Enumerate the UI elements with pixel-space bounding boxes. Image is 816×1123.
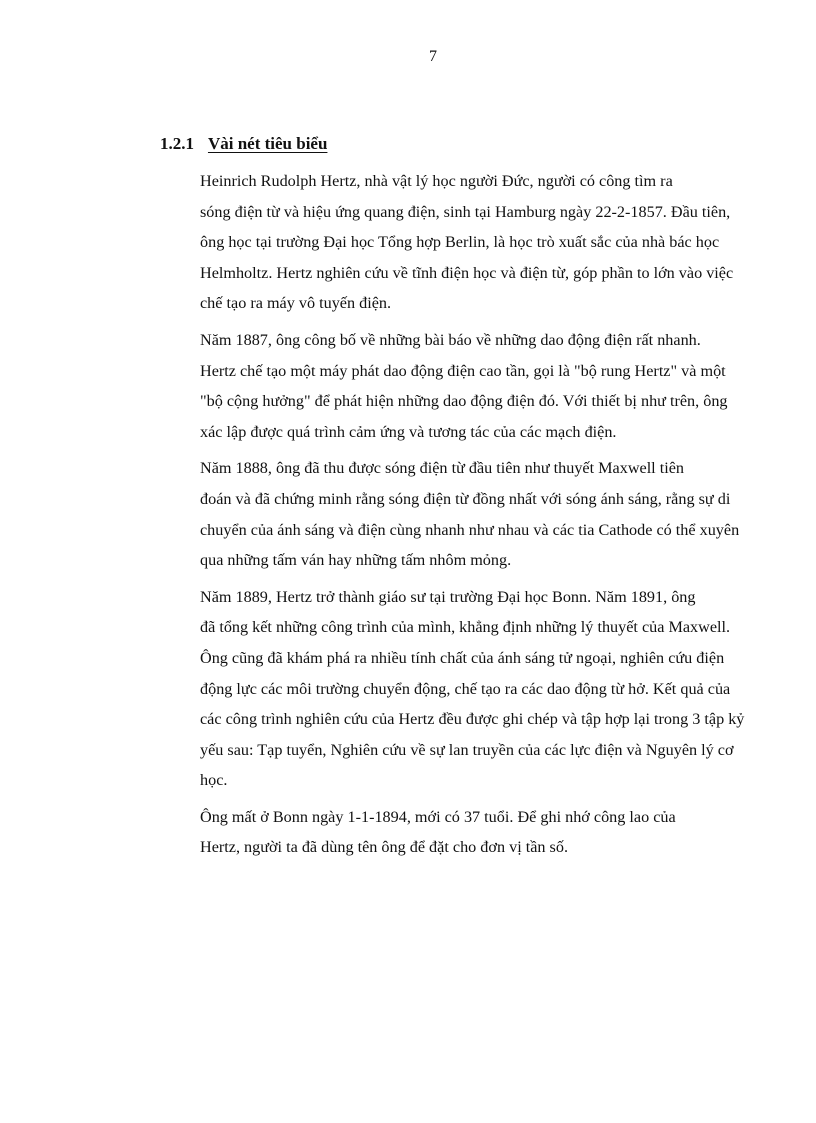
text-line: Helmholtz. Hertz nghiên cứu về tĩnh điện học và điện từ, góp phần to lớn vào việc (200, 263, 734, 282)
paragraph-death (160, 802, 712, 863)
text-line: đoán và đã chứng minh rằng sóng điện từ đồng nhất với sóng ánh sáng, rằng sự di (200, 489, 731, 508)
page-number: 7 (429, 48, 437, 65)
text-line: "bộ cộng hưởng" để phát hiện những dao động điện đó. Với thiết bị như trên, ông (200, 392, 728, 411)
paragraph-hertz-bio (160, 166, 734, 319)
text-line: qua những tấm ván hay những tấm nhôm mỏng. (200, 551, 512, 570)
text-line: động lực các môi trường chuyển động, chế tạo ra các dao động từ hở. Kết quả của (200, 679, 731, 698)
text-line: Hertz chế tạo một máy phát dao động điện cao tần, gọi là "bộ rung Hertz" và một (200, 361, 726, 380)
text-line: các công trình nghiên cứu của Hertz đều được ghi chép và tập hợp lại trong 3 tập kỷ (200, 710, 745, 729)
text-line: yếu sau: Tạp tuyển, Nghiên cứu về sự lan truyền của các lực điện và Nguyên lý cơ (200, 740, 734, 759)
section-title: Vài nét tiêu biểu (207, 134, 328, 153)
text-line: học. (200, 771, 228, 790)
text-line: Ông cũng đã khám phá ra nhiều tính chất của ánh sáng tử ngoại, nghiên cứu điện (200, 648, 725, 667)
text-line: chuyển của ánh sáng và điện cùng nhanh như nhau và các tia Cathode có thể xuyên (200, 520, 740, 539)
text-line: Năm 1888, ông đã thu được sóng điện từ đầu tiên như thuyết Maxwell tiên (200, 459, 685, 478)
paragraph-1888 (160, 453, 740, 575)
text-line: xác lập được quá trình cảm ứng và tương tác của các mạch điện. (200, 422, 617, 441)
section-number: 1.2.1 (160, 134, 194, 153)
text-line: Năm 1887, ông công bố về những bài báo về những dao động điện rất nhanh. (200, 330, 701, 349)
text-line: đã tổng kết những công trình của mình, khẳng định những lý thuyết của Maxwell. (200, 618, 731, 637)
body-text (160, 166, 745, 869)
text-line: sóng điện từ và hiệu ứng quang điện, sinh tại Hamburg ngày 22-2-1857. Đầu tiên, (200, 202, 731, 221)
text-line: Heinrich Rudolph Hertz, nhà vật lý học người Đức, người có công tìm ra (200, 172, 673, 190)
text-line: Hertz, người ta đã dùng tên ông để đặt cho đơn vị tần số. (200, 838, 568, 857)
paragraph-1887 (160, 325, 728, 447)
text-line: Ông mất ở Bonn ngày 1-1-1894, mới có 37 tuổi. Để ghi nhớ công lao của (200, 807, 676, 826)
text-line: ông học tại trường Đại học Tổng hợp Berlin, là học trò xuất sắc của nhà bác học (200, 233, 720, 252)
text-line: Năm 1889, Hertz trở thành giáo sư tại trường Đại học Bonn. Năm 1891, ông (200, 587, 696, 606)
paragraph-1889 (160, 582, 745, 796)
section-heading (160, 134, 327, 154)
text-line: chế tạo ra máy vô tuyến điện. (200, 294, 392, 313)
